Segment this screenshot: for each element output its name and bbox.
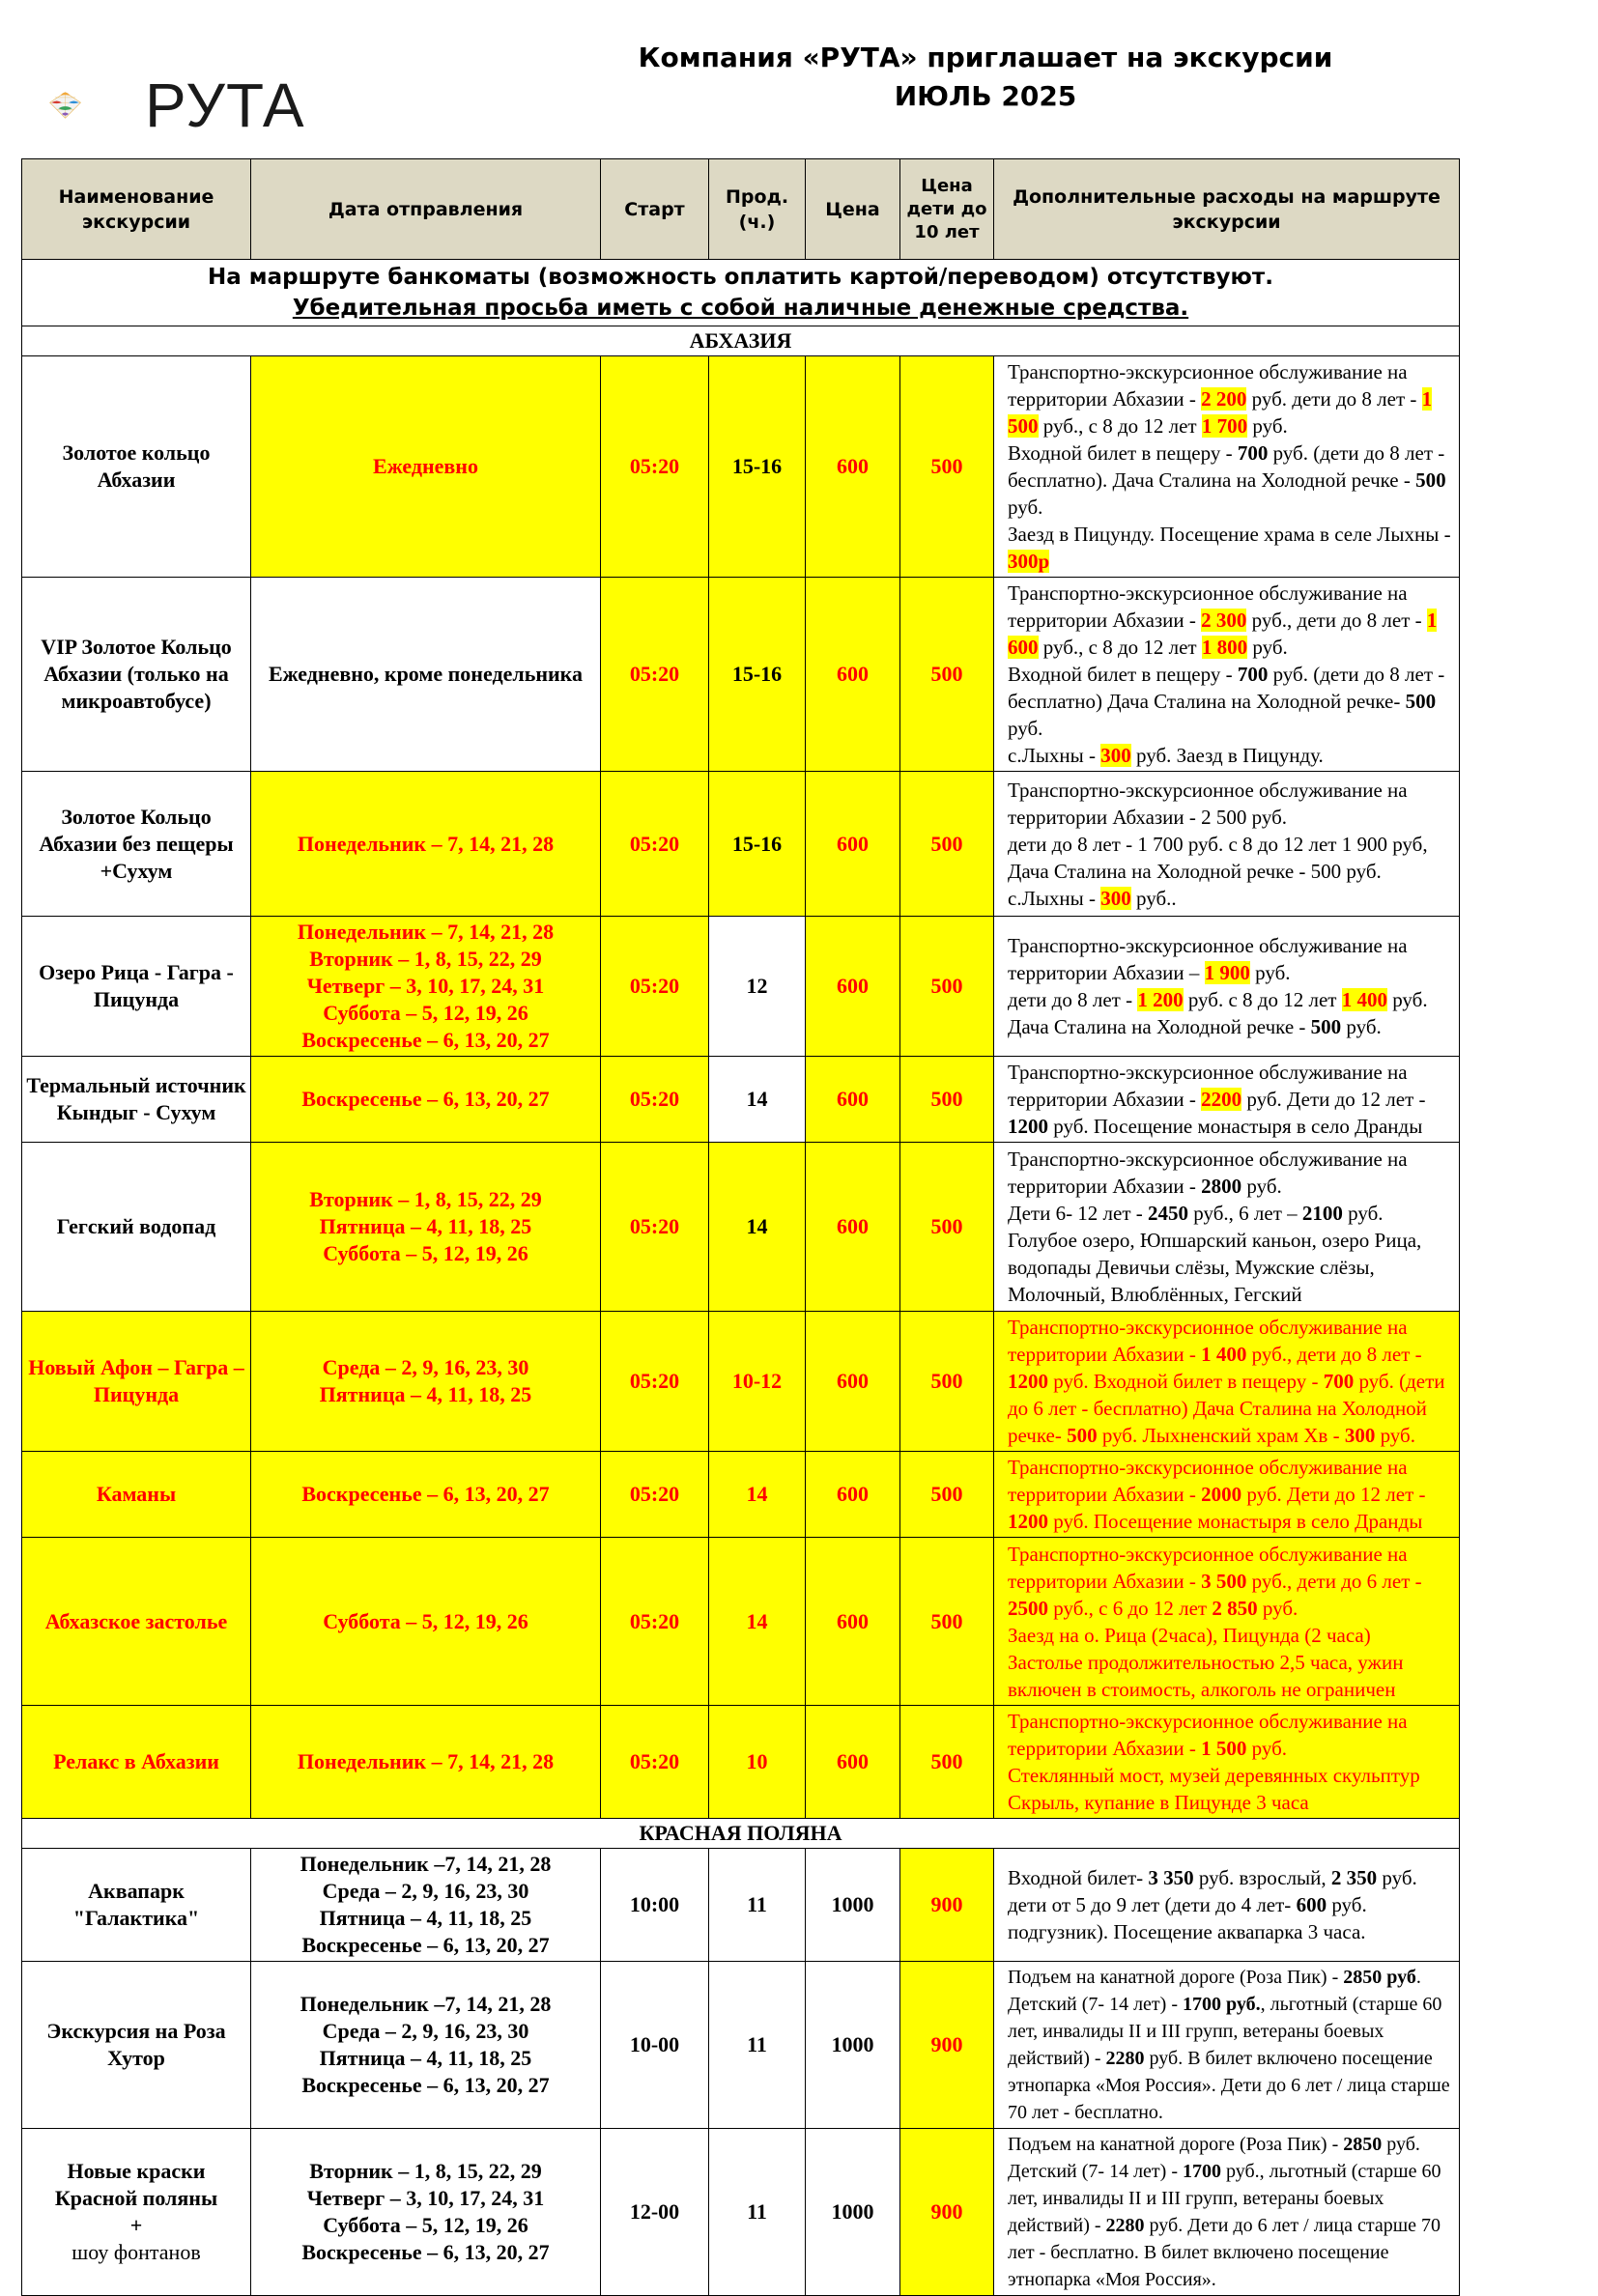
col-duration-header: Прод. (ч.) [709,159,806,260]
tour-date: Вторник – 1, 8, 15, 22, 29 Пятница – 4, 11, 18, 25 Суббота – 5, 12, 19, 26 [251,1143,601,1312]
tour-price: 1000 [806,1962,900,2129]
table-row [22,2129,1460,2296]
tour-duration: 14 [709,1538,806,1706]
tour-child-price: 500 [900,578,994,772]
table-row [22,1057,1460,1143]
tour-child-price: 900 [900,2129,994,2296]
tour-price: 600 [806,1312,900,1452]
col-date-header: Дата отправления [251,159,601,260]
table-row [22,1452,1460,1538]
tour-start: 05:20 [601,1452,709,1538]
tour-child-price: 500 [900,356,994,578]
tour-extras: Транспортно-экскурсионное обслуживание на территории Абхазии - 2200 руб. Дети до 12 лет - 1200 руб. Посещение монастыря в село Дранды [994,1057,1460,1143]
tour-date: Воскресенье – 6, 13, 20, 27 [251,1452,601,1538]
tour-child-price: 500 [900,1312,994,1452]
tour-start: 05:20 [601,772,709,917]
tour-start: 05:20 [601,1538,709,1706]
tour-extras: Транспортно-экскурсионное обслуживание на территории Абхазии - 2800 руб. Дети 6- 12 лет - 2450 руб., 6 лет – 2100 руб. Голубое озеро, Юпшарский каньон, озеро Рица, водопады Девичьи слёзы, Мужские слёзы, Молочный, Влюблённых, Гегский [994,1143,1460,1312]
tour-extras: Транспортно-экскурсионное обслуживание на территории Абхазии - 2 300 руб., дети до 8 лет - 1 600 руб., с 8 до 12 лет 1 800 руб. Входной билет в пещеру - 700 руб. (дети до 8 лет - бесплатно) Дача Сталина на Холодной речке- 500 руб. с.Лыхны - 300 руб. Заезд в Пицунду. [994,578,1460,772]
tour-start: 05:20 [601,1312,709,1452]
tour-start: 05:20 [601,356,709,578]
section-row [22,326,1460,356]
tour-start: 10:00 [601,1849,709,1962]
tour-date: Воскресенье – 6, 13, 20, 27 [251,1057,601,1143]
tour-duration: 15-16 [709,578,806,772]
tour-price: 1000 [806,2129,900,2296]
tour-start: 05:20 [601,1706,709,1819]
atm-notice: На маршруте банкоматы (возможность оплатить картой/переводом) отсутствуют. Убедительная просьба иметь с собой наличные денежные средства. [22,260,1460,326]
tour-date: Понедельник – 7, 14, 21, 28 [251,1706,601,1819]
tour-extras: Подъем на канатной дороге (Роза Пик) - 2850 руб. Детский (7- 14 лет) - 1700 руб., льготный (старше 60 лет, инвалиды II и III групп, ветераны боевых действий) - 2280 руб. Дети до 6 лет / лица старше 70 лет - бесплатно. В билет включено посещение этнопарка «Моя Россия». [994,2129,1460,2296]
tour-start: 10-00 [601,1962,709,2129]
tour-price: 600 [806,1143,900,1312]
tour-duration: 15-16 [709,772,806,917]
tour-date: Ежедневно, кроме понедельника [251,578,601,772]
table-row [22,578,1460,772]
col-child-price-header: Цена дети до 10 лет [900,159,994,260]
brand-name: РУТА [145,71,305,140]
tour-name: Гегский водопад [22,1143,251,1312]
tour-price: 600 [806,356,900,578]
tour-name: Новые краски Красной поляны + шоу фонтанов [22,2129,251,2296]
tour-extras: Транспортно-экскурсионное обслуживание на территории Абхазии – 1 900 руб. дети до 8 лет - 1 200 руб. с 8 до 12 лет 1 400 руб. Дача Сталина на Холодной речке - 500 руб. [994,917,1460,1057]
tour-name: Золотое кольцо Абхазии [22,356,251,578]
table-row [22,772,1460,917]
tour-name: VIP Золотое Кольцо Абхазии (только на микроавтобусе) [22,578,251,772]
tour-child-price: 500 [900,917,994,1057]
tour-date: Вторник – 1, 8, 15, 22, 29 Четверг – 3, 10, 17, 24, 31 Суббота – 5, 12, 19, 26 Воскресенье – 6, 13, 20, 27 [251,2129,601,2296]
tour-child-price: 500 [900,1452,994,1538]
notice-row [22,260,1460,326]
tour-extras: Транспортно-экскурсионное обслуживание на территории Абхазии - 2000 руб. Дети до 12 лет - 1200 руб. Посещение монастыря в село Дранды [994,1452,1460,1538]
tour-child-price: 900 [900,1849,994,1962]
tour-name: Релакс в Абхазии [22,1706,251,1819]
tour-duration: 11 [709,1962,806,2129]
tour-name: Термальный источник Кындыг - Сухум [22,1057,251,1143]
tour-name: Абхазское застолье [22,1538,251,1706]
tour-extras: Транспортно-экскурсионное обслуживание на территории Абхазии - 3 500 руб., дети до 6 лет - 2500 руб., с 6 до 12 лет 2 850 руб. Заезд на о. Рица (2часа), Пицунда (2 часа) Застолье продолжительностью 2,5 часа, ужин включен в стоимость, алкоголь не ограничен [994,1538,1460,1706]
section-krasnaya-polyana: КРАСНАЯ ПОЛЯНА [22,1819,1460,1849]
table-row [22,1849,1460,1962]
tour-duration: 11 [709,2129,806,2296]
tour-name: Экскурсия на Роза Хутор [22,1962,251,2129]
tour-price: 600 [806,917,900,1057]
tour-child-price: 900 [900,1962,994,2129]
table-row [22,1143,1460,1312]
tour-duration: 14 [709,1057,806,1143]
col-price-header: Цена [806,159,900,260]
company-logo-icon [46,56,153,153]
tour-duration: 14 [709,1143,806,1312]
tour-price: 600 [806,1706,900,1819]
tour-extras: Подъем на канатной дороге (Роза Пик) - 2850 руб. Детский (7- 14 лет) - 1700 руб., льготный (старше 60 лет, инвалиды II и III групп, ветераны боевых действий) - 2280 руб. В билет включено посещение этнопарка «Моя Россия». Дети до 6 лет / лица старше 70 лет - бесплатно. [994,1962,1460,2129]
tour-name: Озеро Рица - Гагра - Пицунда [22,917,251,1057]
tour-date: Ежедневно [251,356,601,578]
tour-name: Новый Афон – Гагра – Пицунда [22,1312,251,1452]
tour-duration: 12 [709,917,806,1057]
tour-date: Понедельник –7, 14, 21, 28 Среда – 2, 9, 16, 23, 30 Пятница – 4, 11, 18, 25 Воскресенье – 6, 13, 20, 27 [251,1849,601,1962]
tour-duration: 11 [709,1849,806,1962]
tour-start: 05:20 [601,1143,709,1312]
tour-child-price: 500 [900,1538,994,1706]
tour-price: 600 [806,1452,900,1538]
tour-child-price: 500 [900,1706,994,1819]
tour-start: 05:20 [601,1057,709,1143]
tour-child-price: 500 [900,1057,994,1143]
tour-name: Аквапарк "Галактика" [22,1849,251,1962]
tour-duration: 15-16 [709,356,806,578]
table-row [22,1962,1460,2129]
tour-child-price: 500 [900,1143,994,1312]
table-row [22,1538,1460,1706]
tour-extras: Транспортно-экскурсионное обслуживание на территории Абхазии - 2 500 руб. дети до 8 лет - 1 700 руб. с 8 до 12 лет 1 900 руб, Дача Сталина на Холодной речке - 500 руб. с.Лыхны - 300 руб.. [994,772,1460,917]
tour-start: 05:20 [601,917,709,1057]
tour-price: 600 [806,1057,900,1143]
table-row [22,356,1460,578]
tour-duration: 14 [709,1452,806,1538]
tour-date: Суббота – 5, 12, 19, 26 [251,1538,601,1706]
col-extra-header: Дополнительные расходы на маршруте экскурсии [994,159,1460,260]
tour-child-price: 500 [900,772,994,917]
tour-price: 600 [806,578,900,772]
excursions-table [21,158,1460,2296]
tour-date: Среда – 2, 9, 16, 23, 30 Пятница – 4, 11, 18, 25 [251,1312,601,1452]
tour-extras: Входной билет- 3 350 руб. взрослый, 2 350 руб. дети от 5 до 9 лет (дети до 4 лет- 600 руб. подгузник). Посещение аквапарка 3 часа. [994,1849,1460,1962]
table-row [22,1312,1460,1452]
tour-start: 12-00 [601,2129,709,2296]
tour-price: 600 [806,1538,900,1706]
tour-date: Понедельник –7, 14, 21, 28 Среда – 2, 9, 16, 23, 30 Пятница – 4, 11, 18, 25 Воскресенье – 6, 13, 20, 27 [251,1962,601,2129]
tour-price: 600 [806,772,900,917]
tour-price: 1000 [806,1849,900,1962]
tour-extras: Транспортно-экскурсионное обслуживание на территории Абхазии - 1 400 руб., дети до 8 лет - 1200 руб. Входной билет в пещеру - 700 руб. (дети до 6 лет - бесплатно) Дача Сталина на Холодной речке- 500 руб. Лыхненский храм Хв - 300 руб. [994,1312,1460,1452]
table-row [22,917,1460,1057]
table-row [22,1706,1460,1819]
page-title: Компания «РУТА» приглашает на экскурсии ИЮЛЬ 2025 [638,42,1333,112]
tour-name: Золотое Кольцо Абхазии без пещеры +Сухум [22,772,251,917]
tour-date: Понедельник – 7, 14, 21, 28 [251,772,601,917]
tour-duration: 10 [709,1706,806,1819]
tour-start: 05:20 [601,578,709,772]
tour-date: Понедельник – 7, 14, 21, 28 Вторник – 1, 8, 15, 22, 29 Четверг – 3, 10, 17, 24, 31 Суббота – 5, 12, 19, 26 Воскресенье – 6, 13, 20, 27 [251,917,601,1057]
tour-name: Каманы [22,1452,251,1538]
tour-extras: Транспортно-экскурсионное обслуживание на территории Абхазии - 2 200 руб. дети до 8 лет - 1 500 руб., с 8 до 12 лет 1 700 руб. Входной билет в пещеру - 700 руб. (дети до 8 лет - бесплатно). Дача Сталина на Холодной речке - 500 руб. Заезд в Пицунду. Посещение храма в селе Лыхны - 300р [994,356,1460,578]
section-row [22,1819,1460,1849]
col-name-header: Наименование экскурсии [22,159,251,260]
section-abkhazia: АБХАЗИЯ [22,326,1460,356]
col-start-header: Старт [601,159,709,260]
table-header-row [22,159,1460,260]
tour-duration: 10-12 [709,1312,806,1452]
tour-extras: Транспортно-экскурсионное обслуживание на территории Абхазии - 1 500 руб. Стеклянный мост, музей деревянных скульптур Скрыль, купание в Пицунде 3 часа [994,1706,1460,1819]
